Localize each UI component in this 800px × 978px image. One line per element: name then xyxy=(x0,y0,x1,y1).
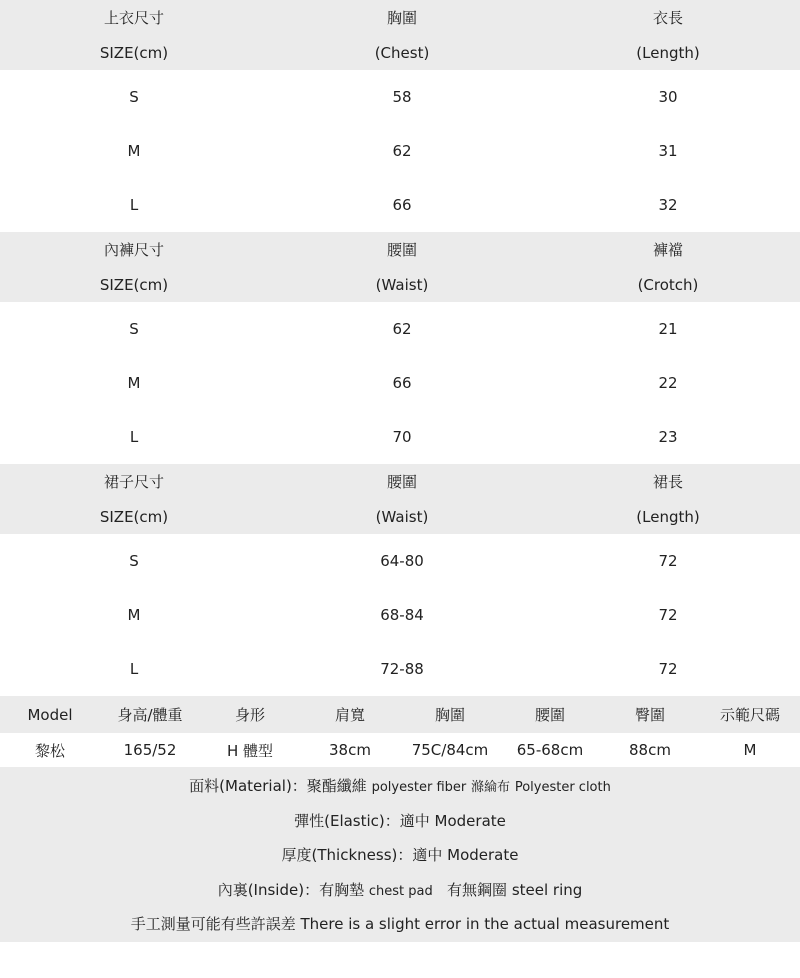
skirt-header-size-label: 裙子尺寸 xyxy=(103,473,164,491)
model-header-model: Model xyxy=(27,705,73,724)
top-header-size-label: 上衣尺寸 xyxy=(103,9,164,27)
model-sample-size-cell: M xyxy=(743,741,757,759)
model-hip-cell: 88cm xyxy=(629,741,671,759)
inside-label: 內裏(Inside)：有胸墊 xyxy=(217,880,365,899)
model-header-shoulder: 肩寬 xyxy=(334,706,365,724)
model-header-waist: 腰圍 xyxy=(534,706,565,724)
chest-cell: 62 xyxy=(392,142,412,160)
elastic-note: 彈性(Elastic)：適中 Moderate xyxy=(294,811,506,830)
pants-header-row-1 xyxy=(0,232,800,267)
thickness-note: 厚度(Thickness)：適中 Moderate xyxy=(281,846,519,865)
material-en-2: Polyester cloth xyxy=(514,780,611,795)
skirt-header-size-en: SIZE(cm) xyxy=(99,507,169,526)
length-cell: 72 xyxy=(658,606,678,624)
model-height-weight-cell: 165/52 xyxy=(123,741,177,759)
size-cell: M xyxy=(127,374,141,392)
crotch-cell: 21 xyxy=(658,320,678,338)
table-row xyxy=(0,178,800,232)
table-row xyxy=(0,534,800,588)
length-cell: 72 xyxy=(658,552,678,570)
top-header-chest-label: 胸圍 xyxy=(386,9,417,27)
model-body-shape-cell: H 體型 xyxy=(226,741,274,760)
crotch-cell: 23 xyxy=(658,428,678,446)
length-cell: 30 xyxy=(658,88,678,106)
size-cell: S xyxy=(129,320,139,338)
material-note xyxy=(0,769,800,804)
size-cell: L xyxy=(129,660,139,678)
pants-header-waist-label: 腰圍 xyxy=(386,241,417,259)
model-table-header xyxy=(0,696,800,733)
waist-cell: 66 xyxy=(392,374,412,392)
length-cell: 32 xyxy=(658,196,678,214)
model-waist-cell: 65-68cm xyxy=(516,741,584,759)
table-row xyxy=(0,302,800,356)
size-cell: L xyxy=(129,196,139,214)
size-cell: M xyxy=(127,142,141,160)
top-size-header xyxy=(0,0,800,70)
top-header-length-label: 衣長 xyxy=(652,9,683,27)
top-header-row-1 xyxy=(0,0,800,35)
pants-size-rows xyxy=(0,302,800,464)
material-label: 面料(Material)：聚酯纖維 xyxy=(189,777,367,795)
top-header-length-en: (Length) xyxy=(636,43,700,62)
top-header-row-2 xyxy=(0,35,800,70)
material-en-1: polyester fiber xyxy=(371,780,467,795)
model-table-row xyxy=(0,733,800,767)
top-size-rows xyxy=(0,70,800,232)
pants-header-row-2 xyxy=(0,267,800,302)
inside-en-2: steel ring xyxy=(511,880,583,899)
table-row xyxy=(0,124,800,178)
model-header-chest: 胸圍 xyxy=(434,706,465,724)
material-zh-2: 滌綸布 xyxy=(471,780,511,795)
table-row xyxy=(0,70,800,124)
inside-zh-2: 有無鋼圈 xyxy=(447,880,508,899)
skirt-header-row-2 xyxy=(0,499,800,534)
skirt-size-header xyxy=(0,464,800,534)
pants-header-waist-en: (Waist) xyxy=(375,275,429,294)
table-row xyxy=(0,588,800,642)
table-row xyxy=(0,410,800,464)
waist-cell: 64-80 xyxy=(380,552,424,570)
pants-header-crotch-label: 褲襠 xyxy=(652,241,683,259)
model-header-height-weight: 身高/體重 xyxy=(117,706,183,724)
model-name-cell: 黎松 xyxy=(34,741,65,760)
skirt-header-waist-label: 腰圍 xyxy=(386,473,417,491)
model-chest-cell: 75C/84cm xyxy=(411,741,489,759)
top-header-size-en: SIZE(cm) xyxy=(99,43,169,62)
model-header-sample-size: 示範尺碼 xyxy=(719,706,780,724)
table-row xyxy=(0,642,800,696)
waist-cell: 62 xyxy=(392,320,412,338)
waist-cell: 72-88 xyxy=(380,660,424,678)
size-cell: L xyxy=(129,428,139,446)
pants-header-size-label: 內褲尺寸 xyxy=(103,241,164,259)
size-cell: M xyxy=(127,606,141,624)
crotch-cell: 22 xyxy=(658,374,678,392)
length-cell: 72 xyxy=(658,660,678,678)
length-cell: 31 xyxy=(658,142,678,160)
pants-header-crotch-en: (Crotch) xyxy=(637,275,699,294)
inside-note xyxy=(0,873,800,908)
model-header-body-shape: 身形 xyxy=(234,706,265,724)
skirt-header-row-1 xyxy=(0,464,800,499)
pants-header-size-en: SIZE(cm) xyxy=(99,275,169,294)
waist-cell: 68-84 xyxy=(380,606,424,624)
pants-size-header xyxy=(0,232,800,302)
model-header-hip: 臀圍 xyxy=(634,706,665,724)
product-notes xyxy=(0,767,800,942)
skirt-header-length-en: (Length) xyxy=(636,507,700,526)
waist-cell: 70 xyxy=(392,428,412,446)
size-cell: S xyxy=(129,552,139,570)
skirt-header-length-label: 裙長 xyxy=(652,473,683,491)
model-shoulder-cell: 38cm xyxy=(329,741,371,759)
skirt-header-waist-en: (Waist) xyxy=(375,507,429,526)
top-header-chest-en: (Chest) xyxy=(374,43,430,62)
chest-cell: 58 xyxy=(392,88,412,106)
size-cell: S xyxy=(129,88,139,106)
skirt-size-rows xyxy=(0,534,800,696)
chest-cell: 66 xyxy=(392,196,412,214)
inside-en-1: chest pad xyxy=(368,883,433,899)
measurement-error-note: 手工測量可能有些許誤差 There is a slight error in the actual measurement xyxy=(130,915,670,934)
table-row xyxy=(0,356,800,410)
